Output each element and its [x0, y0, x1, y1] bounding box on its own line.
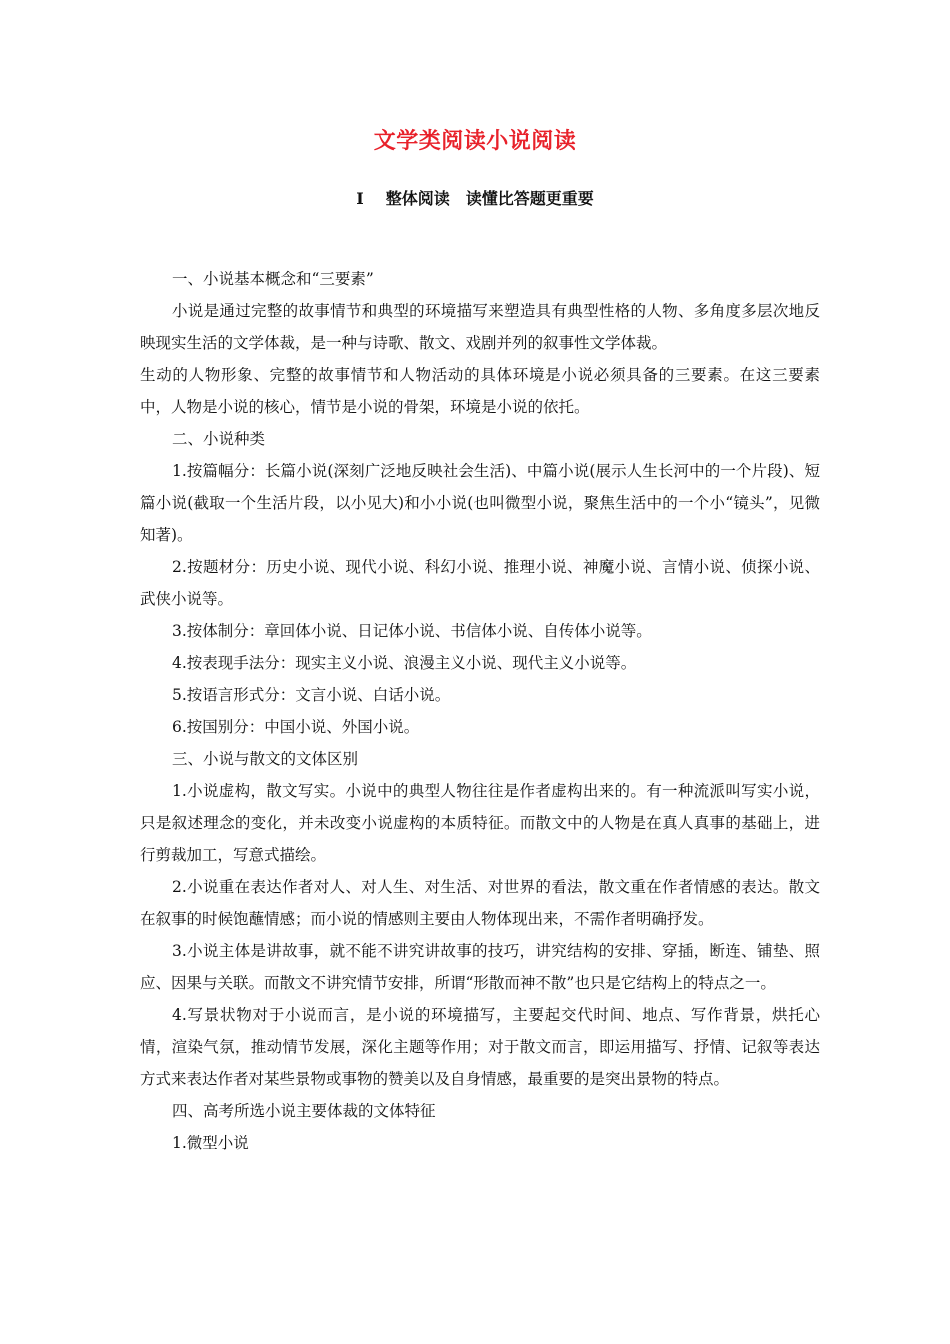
paragraph: 三、小说与散文的文体区别: [172, 750, 359, 768]
paragraph: 4.按表现手法分：现实主义小说、浪漫主义小说、现代主义小说等。: [172, 654, 637, 672]
paragraph: 1.微型小说: [172, 1134, 249, 1152]
paragraph: 2.按题材分：历史小说、现代小说、科幻小说、推理小说、神魔小说、言情小说、侦探小说、武侠小说等。: [140, 558, 820, 608]
paragraph: 3.小说主体是讲故事，就不能不讲究讲故事的技巧，讲究结构的安排、穿插，断连、铺垫、照应、因果与关联。而散文不讲究情节安排，所谓“形散而神不散”也只是它结构上的特点之一。: [140, 942, 820, 992]
paragraph: 3.按体制分：章回体小说、日记体小说、书信体小说、自传体小说等。: [172, 622, 652, 640]
section-numeral: Ⅰ: [356, 189, 364, 208]
document-body: [140, 263, 820, 1159]
paragraph: 4.写景状物对于小说而言，是小说的环境描写，主要起交代时间、地点、写作背景，烘托心情，渲染气氛，推动情节发展，深化主题等作用；对于散文而言，即运用描写、抒情、记叙等表达方式来表达作者对某些景物或事物的赞美以及自身情感，最重要的是突出景物的特点。: [140, 1006, 820, 1088]
paragraph: 生动的人物形象、完整的故事情节和人物活动的具体环境是小说必须具备的三要素。在这三要素中，人物是小说的核心，情节是小说的骨架，环境是小说的依托。: [140, 366, 820, 416]
section-heading: [0, 186, 950, 209]
paragraph: 5.按语言形式分：文言小说、白话小说。: [172, 686, 451, 704]
paragraph: 1.小说虚构，散文写实。小说中的典型人物往往是作者虚构出来的。有一种流派叫写实小说，只是叙述理念的变化，并未改变小说虚构的本质特征。而散文中的人物是在真人真事的基础上，进行剪裁加工，写意式描绘。: [140, 782, 820, 864]
document-title: 文学类阅读小说阅读: [373, 128, 577, 154]
paragraph: 四、高考所选小说主要体裁的文体特征: [172, 1102, 436, 1120]
section-heading-text: 整体阅读 读懂比答题更重要: [385, 189, 594, 208]
paragraph: 6.按国别分：中国小说、外国小说。: [172, 718, 420, 736]
paragraph: 小说是通过完整的故事情节和典型的环境描写来塑造具有典型性格的人物、多角度多层次地反映现实生活的文学体裁，是一种与诗歌、散文、戏剧并列的叙事性文学体裁。: [140, 302, 820, 352]
paragraph: 一、小说基本概念和“三要素”: [172, 270, 374, 288]
paragraph: 2.小说重在表达作者对人、对人生、对生活、对世界的看法，散文重在作者情感的表达。散文在叙事的时候饱蘸情感；而小说的情感则主要由人物体现出来，不需作者明确抒发。: [140, 878, 820, 928]
paragraph: 二、小说种类: [172, 430, 266, 448]
paragraph: 1.按篇幅分：长篇小说(深刻广泛地反映社会生活)、中篇小说(展示人生长河中的一个片段)、短篇小说(截取一个生活片段，以小见大)和小小说(也叫微型小说，聚焦生活中的一个小“镜头”，见微知著)。: [140, 462, 820, 544]
